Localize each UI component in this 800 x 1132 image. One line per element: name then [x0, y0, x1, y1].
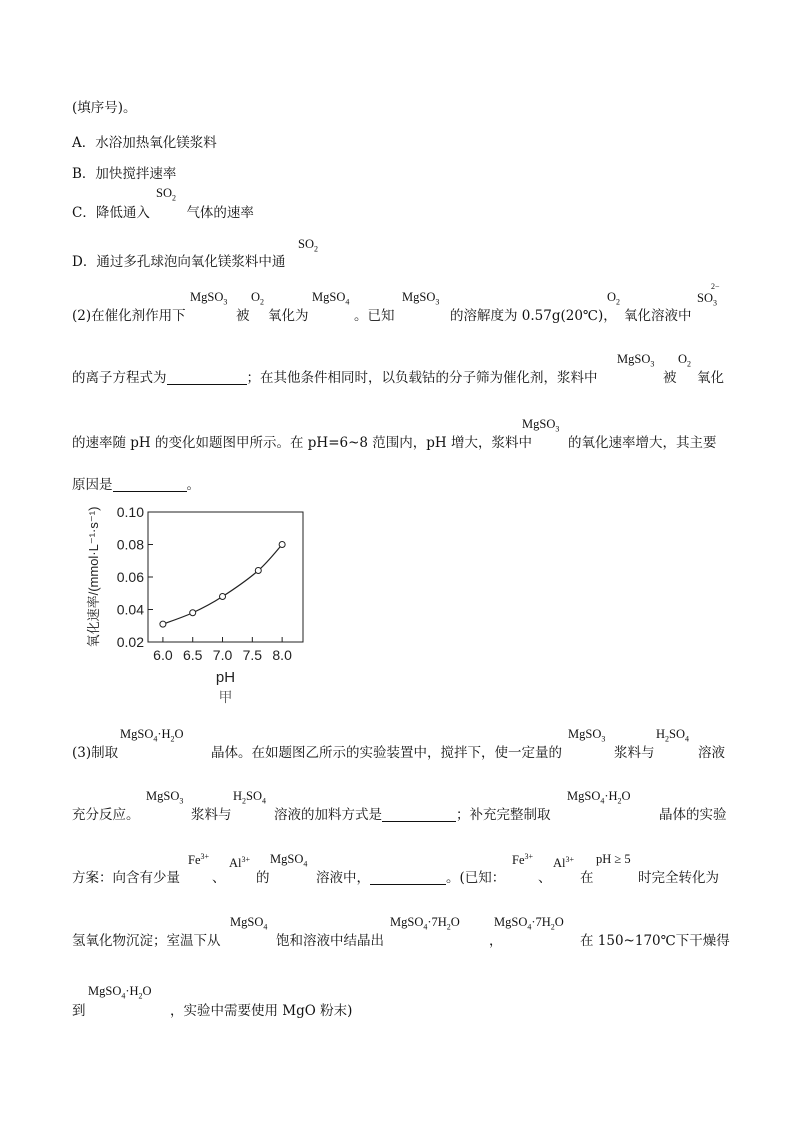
- x-tick-label: 8.0: [272, 647, 292, 663]
- x-tick-label: 7.0: [212, 647, 233, 663]
- formula-o2: $O_2$: [251, 290, 265, 307]
- q3-text: 氢氧化物沉淀；室温下从: [72, 933, 221, 949]
- y-tick-label: 0.04: [116, 601, 144, 618]
- q3-text: 浆料与: [614, 745, 655, 761]
- answer-blank[interactable]: [370, 870, 446, 885]
- formula-mgso4h2o: $MgSO_4\cdot H_2O$: [120, 727, 184, 744]
- q2-text: 被: [663, 370, 677, 386]
- formula-o2: $O_2$: [678, 352, 692, 369]
- q3-text: (3)制取: [72, 745, 119, 761]
- formula-mgso3: MgSO$_3$: [522, 417, 560, 434]
- formula-fe3: $Fe^{3+}$: [188, 852, 210, 868]
- q2-text: 的溶解度为 0.57g(20℃)，: [450, 308, 617, 324]
- data-point: [255, 568, 261, 574]
- answer-blank[interactable]: [382, 807, 456, 822]
- formula-o2: $O_2$: [607, 290, 621, 307]
- data-point: [190, 610, 196, 616]
- formula-so3: $SO_3^{2-}$: [697, 282, 720, 308]
- data-point: [160, 621, 166, 627]
- q2-text: (2)在催化剂作用下: [72, 308, 186, 324]
- q3-text: 的: [256, 870, 270, 886]
- formula-mgso3: MgSO$_3$: [568, 727, 606, 744]
- q2-text: 原因是 。: [72, 477, 200, 493]
- formula-mgso3: MgSO$_3$: [146, 789, 184, 806]
- q3-text: 在 150~170℃下干燥得: [580, 933, 730, 949]
- fill-hint: (填序号)。: [72, 100, 137, 116]
- option-c-text: C．降低通入: [72, 205, 150, 221]
- formula-mgso47h2o: $MgSO_4\cdot 7H_2O$: [494, 915, 564, 932]
- q3-text: 溶液: [698, 745, 725, 761]
- formula-mgso4h2o: $MgSO_4\cdot H_2O$: [88, 984, 152, 1001]
- formula-so2-d: $SO_2$: [298, 237, 318, 254]
- series-line: [163, 545, 282, 625]
- q2-text: 氧化为: [268, 308, 309, 324]
- q2-text: 的速率随 pH 的变化如题图甲所示。在 pH=6~8 范围内，pH 增大，浆料中: [72, 435, 533, 451]
- answer-blank[interactable]: [113, 477, 187, 492]
- y-tick-label: 0.08: [116, 536, 144, 553]
- q3-text: 到: [72, 1003, 86, 1019]
- formula-mgso3: MgSO$_3$: [402, 290, 440, 307]
- formula-mgso4h2o: $MgSO_4\cdot H_2O$: [567, 789, 631, 806]
- q3-text: 晶体的实验: [659, 807, 727, 823]
- formula-mgso3: MgSO$_3$: [190, 290, 228, 307]
- formula-fe3: $Fe^{3+}$: [512, 852, 534, 868]
- formula-mgso4: MgSO$_4$: [270, 852, 308, 869]
- q3-text: 、: [538, 870, 552, 886]
- q3-text: ，: [489, 933, 503, 949]
- q2-text: 被: [236, 308, 250, 324]
- q3-text: 晶体。在如题图乙所示的实验装置中，搅拌下，使一定量的: [211, 745, 562, 761]
- x-tick-label: 7.5: [242, 647, 263, 663]
- data-point: [220, 594, 226, 600]
- figure-caption: 甲: [218, 689, 233, 705]
- option-c: [72, 201, 254, 221]
- q3-text: 充分反应。: [72, 807, 140, 823]
- formula-ph5: pH ≥ 5: [596, 852, 631, 866]
- oxidation-rate-chart: [80, 500, 340, 710]
- x-tick-label: 6.5: [182, 647, 203, 663]
- q3-text: ，实验中需要使用 MgO 粉末): [170, 1003, 353, 1019]
- formula-h2so4: $H_2SO_4$: [233, 789, 267, 806]
- y-tick-label: 0.06: [116, 569, 144, 585]
- q2-text: 的氧化速率增大，其主要: [568, 435, 717, 451]
- q3-text: 溶液的加料方式是 ；补充完整制取: [274, 807, 551, 823]
- q2-text: 氧化溶液中: [624, 308, 692, 324]
- formula-al3: $Al^{3+}$: [229, 855, 251, 871]
- q3-text: 时完全转化为: [638, 870, 719, 886]
- q3-text: 溶液中， 。(已知：: [316, 870, 506, 886]
- option-d: D．通过多孔球泡向氧化镁浆料中通: [72, 254, 286, 270]
- data-point: [279, 542, 285, 548]
- formula-mgso47h2o: $MgSO_4\cdot 7H_2O$: [390, 915, 460, 932]
- q3-text: 方案：向含有少量: [72, 870, 180, 886]
- q3-text: 、: [212, 870, 226, 886]
- x-axis-label: pH: [215, 669, 236, 686]
- y-tick-label: 0.02: [116, 634, 144, 650]
- y-tick-label: 0.10: [116, 504, 144, 520]
- q3-text: 浆料与: [191, 807, 232, 823]
- formula-mgso4: MgSO$_4$: [312, 290, 350, 307]
- q2-text: 的离子方程式为 ；在其他条件相同时，以负载钴的分子筛为催化剂，浆料中: [72, 370, 598, 386]
- q2-text: 氧化: [697, 370, 724, 386]
- option-a: A．水浴加热氧化镁浆料: [72, 135, 217, 151]
- plot-frame: [148, 512, 303, 642]
- q3-text: 在: [580, 870, 594, 886]
- option-b: B．加快搅拌速率: [72, 166, 177, 182]
- x-tick-label: 6.0: [153, 647, 173, 663]
- answer-blank[interactable]: [167, 370, 247, 385]
- q2-text: 。已知: [354, 308, 395, 324]
- q3-text: 饱和溶液中结晶出: [276, 933, 384, 949]
- option-c-text-end: 气体的速率: [186, 205, 254, 221]
- formula-mgso4: MgSO$_4$: [230, 915, 268, 932]
- formula-al3: $Al^{3+}$: [553, 855, 575, 871]
- formula-mgso3: MgSO$_3$: [617, 352, 655, 369]
- y-axis-label: 氧化速率/(mmol·L⁻¹·s⁻¹): [86, 506, 101, 648]
- formula-h2so4: $H_2SO_4$: [656, 727, 690, 744]
- formula-so2-c: $SO_2$: [156, 186, 176, 203]
